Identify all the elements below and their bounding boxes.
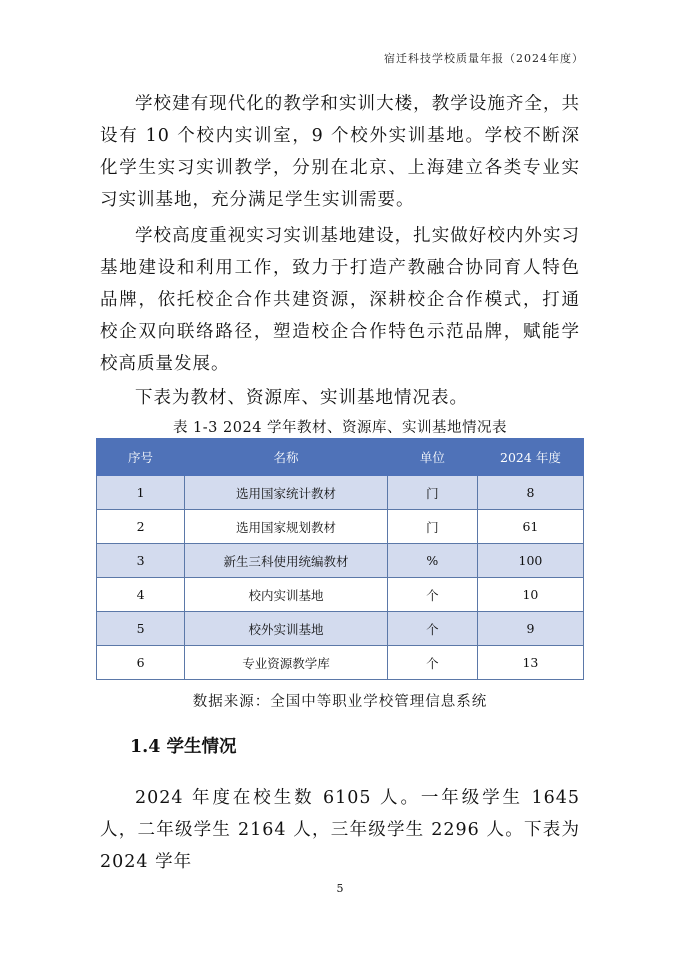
cell-value: 100 bbox=[477, 544, 583, 578]
cell-value: 61 bbox=[477, 510, 583, 544]
cell-value: 10 bbox=[477, 578, 583, 612]
cell-value: 13 bbox=[477, 646, 583, 680]
cell-unit: 门 bbox=[387, 510, 477, 544]
table-row bbox=[97, 544, 584, 578]
cell-name: 选用国家规划教材 bbox=[185, 510, 388, 544]
header-unit: 单位 bbox=[387, 439, 477, 476]
header-name: 名称 bbox=[185, 439, 388, 476]
cell-index: 2 bbox=[97, 510, 185, 544]
cell-value: 9 bbox=[477, 612, 583, 646]
table-row bbox=[97, 578, 584, 612]
cell-name: 校外实训基地 bbox=[185, 612, 388, 646]
cell-unit: 个 bbox=[387, 646, 477, 680]
table-header-row bbox=[97, 439, 584, 476]
cell-name: 专业资源教学库 bbox=[185, 646, 388, 680]
cell-index: 3 bbox=[97, 544, 185, 578]
table-caption: 表 1-3 2024 学年教材、资源库、实训基地情况表 bbox=[172, 420, 508, 436]
cell-value: 8 bbox=[477, 476, 583, 510]
cell-unit: % bbox=[387, 544, 477, 578]
table-row bbox=[97, 510, 584, 544]
running-header: 宿迁科技学校质量年报（2024年度） bbox=[384, 52, 584, 65]
paragraph-facilities: 学校建有现代化的教学和实训大楼，教学设施齐全，共设有 10 个校内实训室，9 个校外实训基地。学校不断深化学生实习实训教学，分别在北京、上海建立各类专业实习实训基地，充分满足学生实训需要。 bbox=[100, 94, 580, 210]
page-number: 5 bbox=[336, 882, 344, 895]
cell-index: 5 bbox=[97, 612, 185, 646]
section-heading: 1.4 学生情况 bbox=[130, 737, 237, 757]
cell-index: 1 bbox=[97, 476, 185, 510]
header-index: 序号 bbox=[97, 439, 185, 476]
resources-table bbox=[96, 438, 584, 680]
table-row bbox=[97, 646, 584, 680]
table-row bbox=[97, 612, 584, 646]
table-source-note: 数据来源：全国中等职业学校管理信息系统 bbox=[192, 694, 488, 710]
paragraph-students: 2024 年度在校生数 6105 人。一年级学生 1645 人，二年级学生 2164 人，三年级学生 2296 人。下表为 2024 学年 bbox=[100, 788, 580, 872]
table-row bbox=[97, 476, 584, 510]
cell-unit: 门 bbox=[387, 476, 477, 510]
header-year: 2024 年度 bbox=[477, 439, 583, 476]
cell-index: 6 bbox=[97, 646, 185, 680]
cell-name: 新生三科使用统编教材 bbox=[185, 544, 388, 578]
cell-name: 校内实训基地 bbox=[185, 578, 388, 612]
cell-unit: 个 bbox=[387, 612, 477, 646]
paragraph-training-bases: 学校高度重视实习实训基地建设，扎实做好校内外实习基地建设和利用工作，致力于打造产教融合协同育人特色品牌，依托校企合作共建资源，深耕校企合作模式，打通校企双向联络路径，塑造校企合作特色示范品牌，赋能学校高质量发展。 bbox=[100, 226, 580, 374]
cell-name: 选用国家统计教材 bbox=[185, 476, 388, 510]
paragraph-table-intro: 下表为教材、资源库、实训基地情况表。 bbox=[135, 388, 468, 408]
cell-unit: 个 bbox=[387, 578, 477, 612]
cell-index: 4 bbox=[97, 578, 185, 612]
